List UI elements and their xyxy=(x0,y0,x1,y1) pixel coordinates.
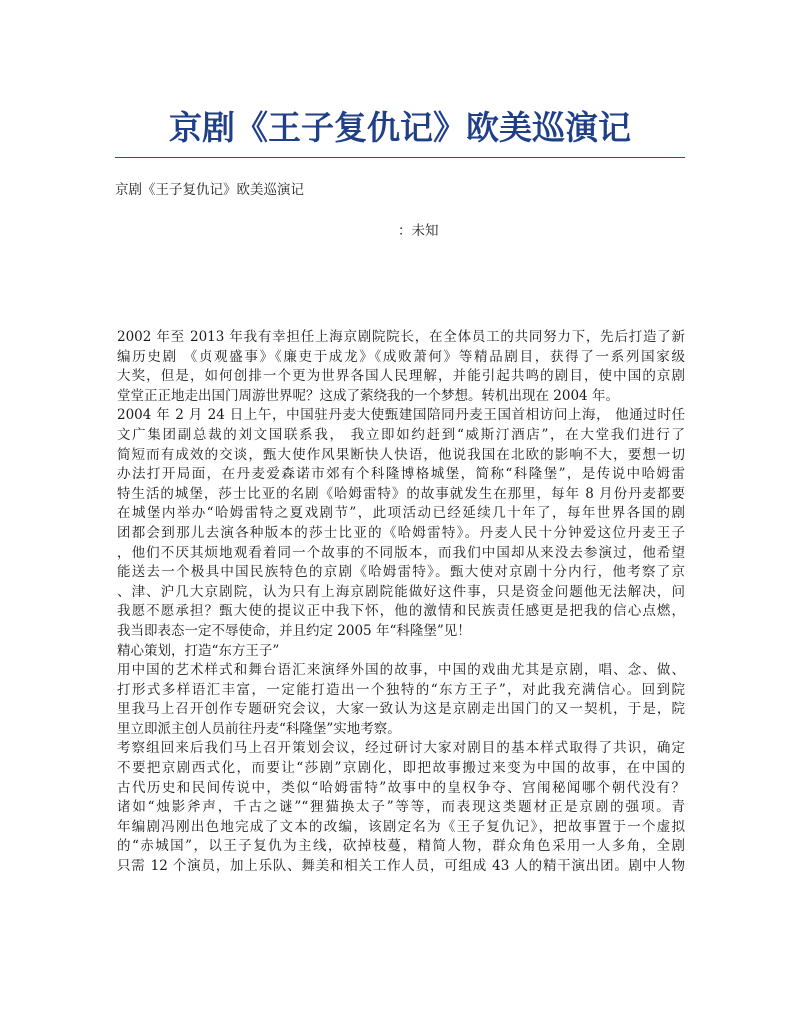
text-line: 团都会到那儿去演各种版本的莎士比亚的《哈姆雷特》。丹麦人民十分钟爱这位丹麦王子 xyxy=(117,524,685,541)
text-line: 不要把京剧西式化，而要让“莎剧”京剧化，即把故事搬过来变为中国的故事，在中国的 xyxy=(117,760,685,777)
text-line: 2004 年 2 月 24 日上午，中国驻丹麦大使甄建国陪同丹麦王国首相访问上海， 他通过时任 xyxy=(117,407,685,424)
text-line: 用中国的艺术样式和舞台语汇来演绎外国的故事，中国的戏曲尤其是京剧，唱、念、做、 xyxy=(117,662,685,679)
text-line: 我愿不愿承担？甄大使的提议正中我下怀，他的激情和民族责任感更是把我的信心点燃， xyxy=(117,603,685,620)
title-divider xyxy=(115,157,685,158)
text-line: 大奖，但是，如何创排一个更为世界各国人民理解，并能引起共鸣的剧目，使中国的京剧 xyxy=(117,368,685,385)
text-line: 、津、沪几大京剧院，认为只有上海京剧院能做好这件事，只是资金问题他无法解决，问 xyxy=(117,583,685,600)
paragraph xyxy=(117,406,685,641)
paragraph xyxy=(117,739,685,876)
text-line: 我当即表态一定不辱使命，并且约定 2005 年“科隆堡”见！ xyxy=(117,622,471,639)
text-line: 打形式多样语汇丰富，一定能打造出一个独特的“东方王子”，对此我充满信心。回到院 xyxy=(117,681,685,698)
text-line: 古代历史和民间传说中，类似“哈姆雷特”故事中的皇权争夺、宫闱秘闻哪个朝代没有？ xyxy=(117,779,685,796)
text-line: 考察组回来后我们马上召开策划会议，经过研讨大家对剧目的基本样式取得了共识，确定 xyxy=(117,740,685,757)
article-body xyxy=(117,328,685,877)
text-line: 在城堡内举办“哈姆雷特之夏戏剧节”，此项活动已经延续几十年了，每年世界各国的剧 xyxy=(117,505,685,522)
paragraph xyxy=(117,661,685,739)
text-line: 精心策划，打造“东方王子” xyxy=(117,642,280,659)
text-line: 堂堂正正地走出国门周游世界呢？这成了萦绕我的一个梦想。转机出现在 2004 年。 xyxy=(117,387,619,404)
text-line: 简短而有成效的交谈，甄大使作风果断快人快语，他说我国在北欧的影响不大，要想一切 xyxy=(117,446,685,463)
text-line: 办法打开局面，在丹麦爱森诺市郊有个科隆博格城堡，简称“科隆堡”，是传说中哈姆雷 xyxy=(117,466,685,483)
text-line: 只需 12 个演员，加上乐队、舞美和相关工作人员，可组成 43 人的精干演出团。剧中人物 xyxy=(117,858,685,875)
text-line: 2002 年至 2013 年我有幸担任上海京剧院院长，在全体员工的共同努力下，先后打造了新 xyxy=(117,329,685,345)
text-line: 文广集团副总裁的刘文国联系我， 我立即如约赶到“威斯汀酒店”，在大堂我们进行了 xyxy=(117,426,685,443)
text-line: 的“赤城国”，以王子复仇为主线，砍掉枝蔓，精简人物，群众角色采用一人多角，全剧 xyxy=(117,838,685,855)
text-line: 里立即派主创人员前往丹麦“科隆堡”实地考察。 xyxy=(117,720,401,737)
text-line: 年编剧冯刚出色地完成了文本的改编，该剧定名为《王子复仇记》，把故事置于一个虚拟 xyxy=(117,818,685,835)
document-title: 京剧《王子复仇记》欧美巡演记 xyxy=(169,108,631,147)
text-line: 特生活的城堡，莎士比亚的名剧《哈姆雷特》的故事就发生在那里，每年 8 月份丹麦都要 xyxy=(117,485,685,502)
paragraph xyxy=(117,328,685,406)
text-line: ，他们不厌其烦地观看着同一个故事的不同版本，而我们中国却从来没去参演过，他希望 xyxy=(117,544,685,561)
text-line: 里我马上召开创作专题研究会议，大家一致认为这是京剧走出国门的又一契机，于是，院 xyxy=(117,701,685,718)
document-subtitle: 京剧《王子复仇记》欧美巡演记 xyxy=(115,182,304,198)
author-line: ：未知 xyxy=(398,223,439,239)
text-line: 编历史剧 《贞观盛事》《廉吏于成龙》《成败萧何》等精品剧目，获得了一系列国家级 xyxy=(117,348,685,365)
text-line: 能送去一个极具中国民族特色的京剧《哈姆雷特》。甄大使对京剧十分内行，他考察了京 xyxy=(117,564,685,581)
section-heading xyxy=(117,642,685,662)
text-line: 诸如“烛影斧声，千古之谜”“狸猫换太子”等等，而表现这类题材正是京剧的强项。青 xyxy=(117,799,685,816)
